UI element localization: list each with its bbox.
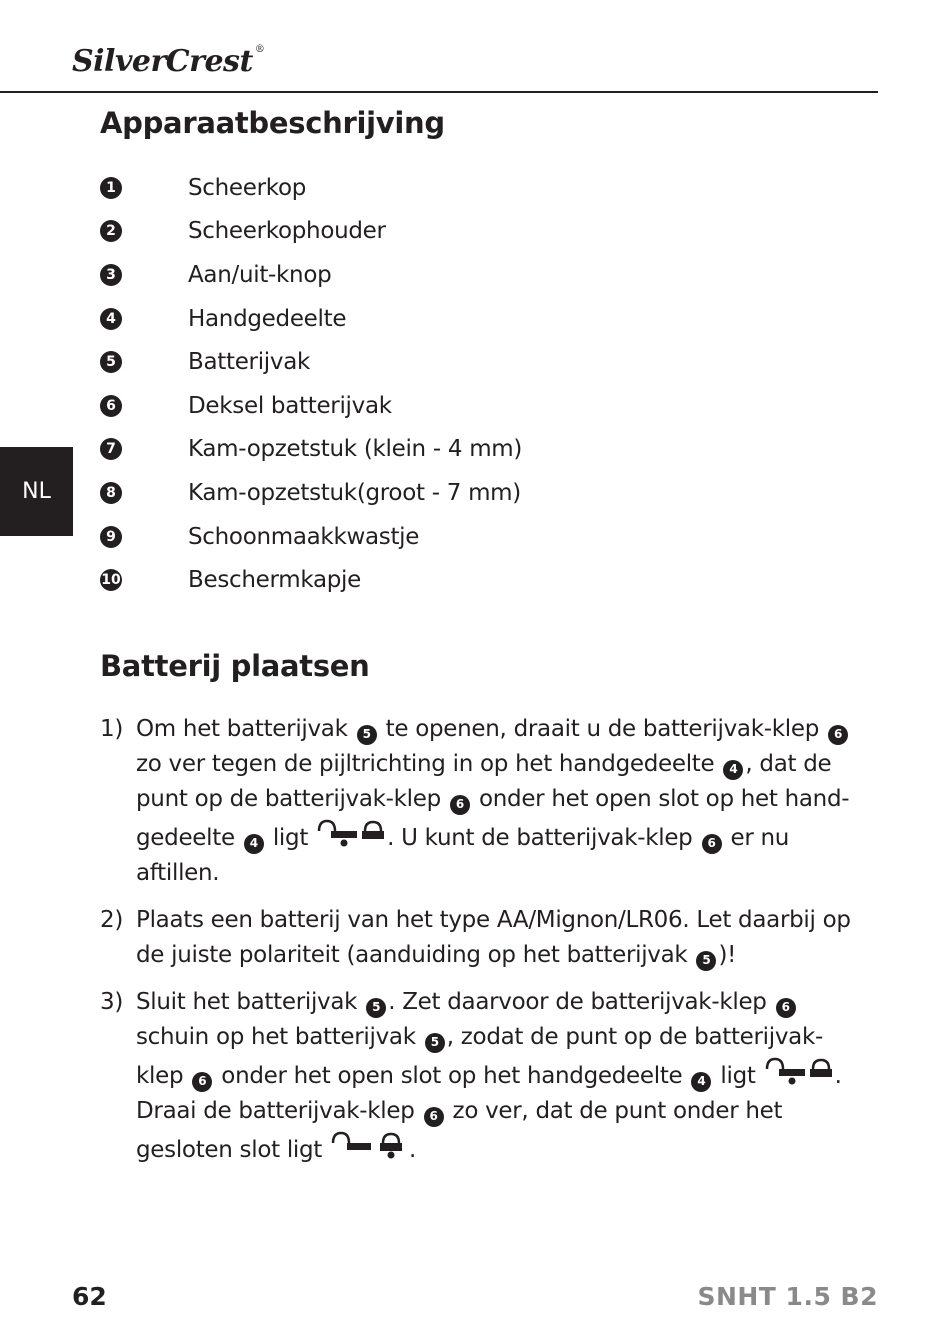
part-number: 2 [100, 220, 122, 242]
ref-number: 6 [450, 795, 470, 815]
parts-list [100, 166, 522, 602]
list-item [100, 558, 522, 602]
list-item [100, 471, 522, 515]
open-lock-dot-icon [765, 1055, 833, 1085]
list-item [100, 340, 522, 384]
ref-number: 4 [691, 1072, 711, 1092]
header-rule [0, 91, 878, 93]
list-item [100, 253, 522, 297]
part-number: 10 [100, 569, 122, 591]
list-item [100, 210, 522, 254]
section-title-battery: Batterij plaatsen [100, 649, 370, 683]
ref-number: 6 [828, 725, 848, 745]
part-number: 5 [100, 351, 122, 373]
part-number: 3 [100, 264, 122, 286]
part-label: Scheerkop [188, 174, 307, 201]
ref-number: 5 [357, 725, 377, 745]
registered-mark: ® [254, 44, 265, 55]
part-label: Scheerkophouder [188, 218, 386, 245]
part-number: 8 [100, 482, 122, 504]
part-label: Handgedeelte [188, 305, 347, 332]
section-title-description: Apparaatbeschrijving [100, 106, 445, 140]
part-label: Kam-opzetstuk (klein - 4 mm) [188, 436, 523, 463]
part-label: Schoonmaakkwastje [188, 523, 420, 550]
list-item [100, 384, 522, 428]
open-lock-dot-icon [317, 817, 385, 847]
part-label: Batterijvak [188, 349, 311, 376]
ref-number: 6 [702, 834, 722, 854]
list-item [100, 166, 522, 210]
list-item [100, 515, 522, 559]
ref-number: 6 [776, 998, 796, 1018]
model-number: SNHT 1.5 B2 [697, 1282, 878, 1311]
step-number: 1) [100, 716, 124, 742]
step-item: 3) Sluit het batterijvak 5 . Zet daarvoor de batterijvak-klep 6 schuin op het batterijvak 5 , zodat de punt op de batterijvak-klep 6 onder het open slot op het handgedeelte 4 ligt . Draai de batterijvak-klep 6 zo ver, dat de punt onder het gesloten slot ligt . [100, 985, 860, 1168]
closed-lock-dot-icon [331, 1129, 407, 1159]
ref-number: 6 [192, 1072, 212, 1092]
list-item [100, 428, 522, 472]
ref-number: 4 [723, 760, 743, 780]
step-item: 2) Plaats een batterij van het type AA/Mignon/LR06. Let daarbij op de juiste polariteit (aanduiding op het batterijvak 5 )! [100, 903, 860, 973]
steps-list [100, 712, 860, 1180]
language-tab: NL [0, 447, 73, 536]
part-number: 1 [100, 177, 122, 199]
list-item [100, 297, 522, 341]
step-number: 2) [100, 907, 124, 933]
part-label: Kam-opzetstuk(groot - 7 mm) [188, 479, 521, 506]
part-number: 6 [100, 395, 122, 417]
part-label: Beschermkapje [188, 567, 361, 594]
part-number: 4 [100, 308, 122, 330]
ref-number: 5 [366, 998, 386, 1018]
ref-number: 6 [424, 1107, 444, 1127]
brand-logo: SilverCrest ® [72, 44, 265, 79]
step-item: 1) Om het batterijvak 5 te openen, draait u de batterijvak-klep 6 zo ver tegen de pijltrichting in op het handgedeelte 4 , dat de punt op de batterijvak-klep 6 onder het open slot op het hand-gedeelte 4 ligt . U kunt de batterijvak-klep 6 er nu aftillen. [100, 712, 860, 891]
part-label: Aan/uit-knop [188, 261, 332, 288]
ref-number: 5 [425, 1033, 445, 1053]
page-number: 62 [72, 1282, 107, 1311]
part-label: Deksel batterijvak [188, 392, 392, 419]
ref-number: 4 [244, 834, 264, 854]
step-number: 3) [100, 989, 124, 1015]
ref-number: 5 [696, 951, 716, 971]
part-number: 7 [100, 438, 122, 460]
part-number: 9 [100, 526, 122, 548]
